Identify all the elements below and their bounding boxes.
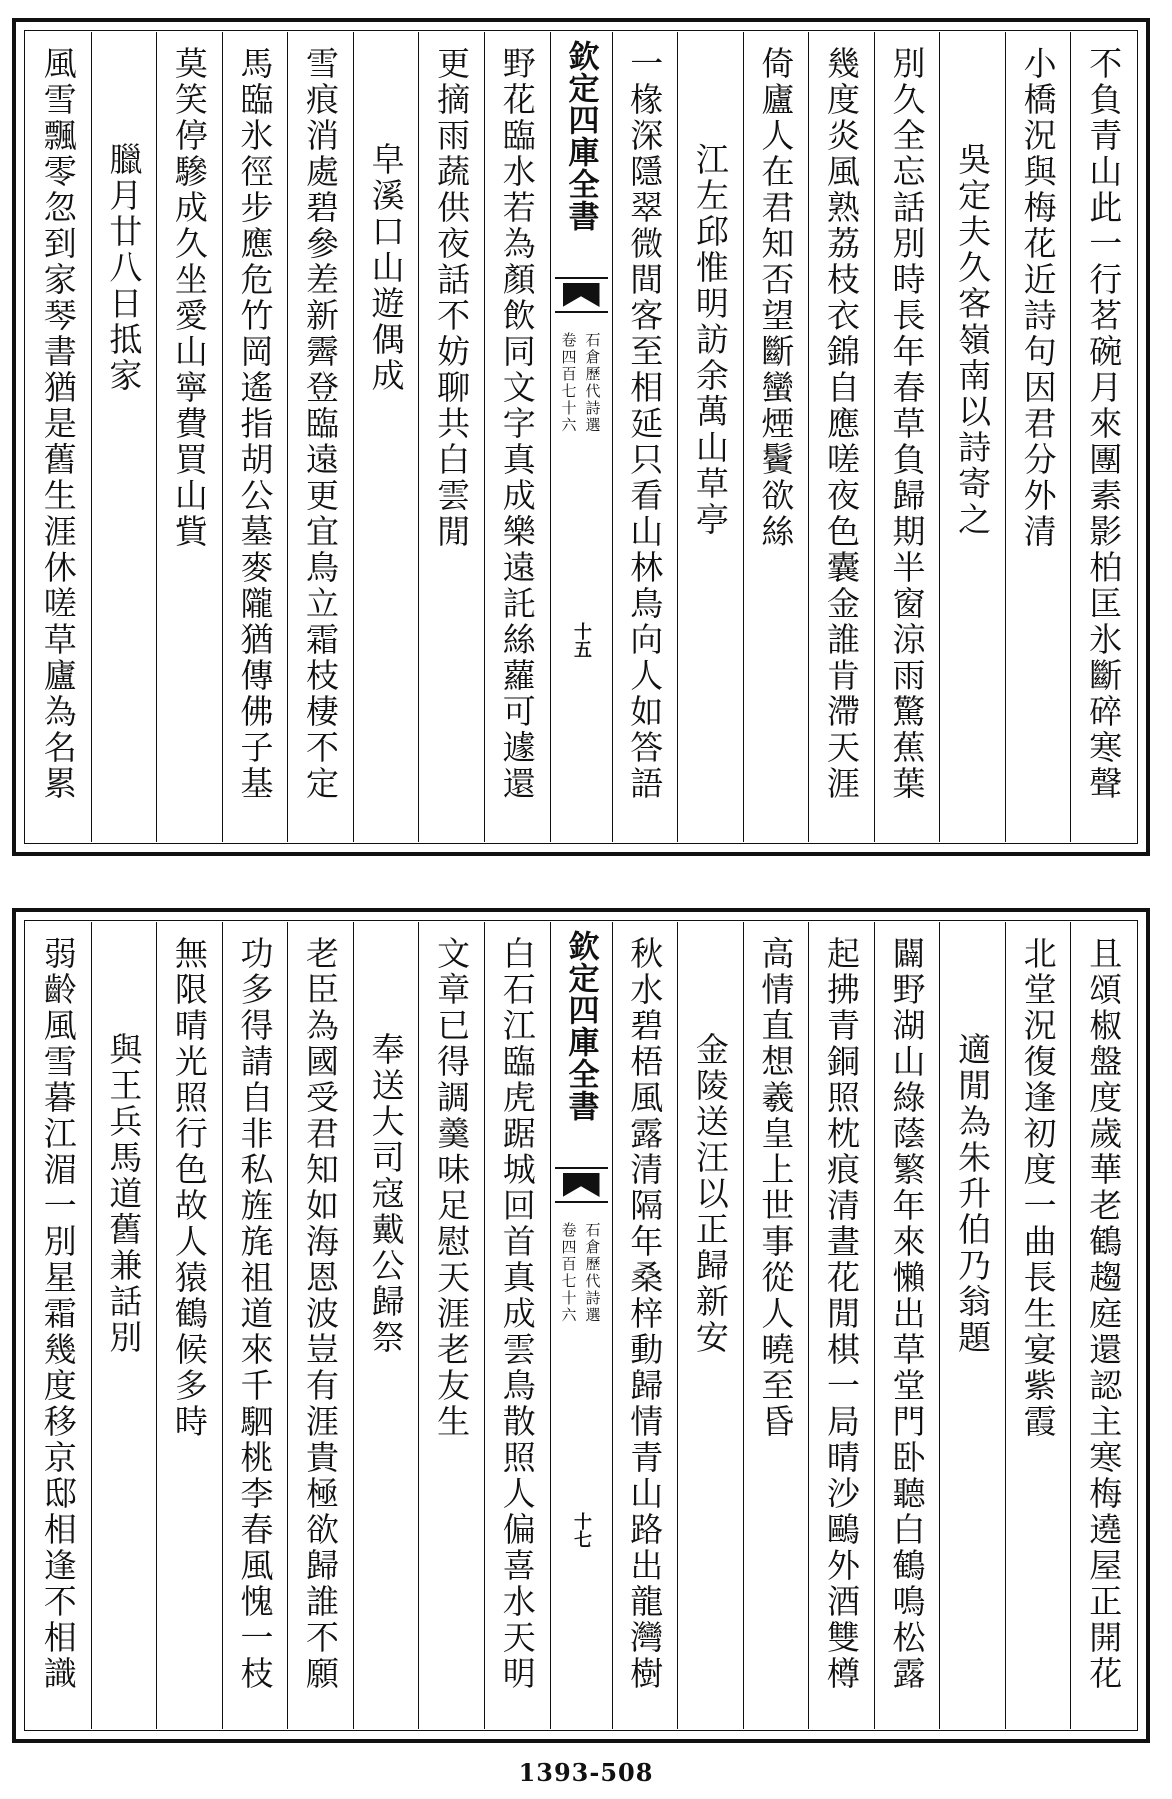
volume-number: 卷四百七十六 <box>559 1222 578 1324</box>
text-column: 無限晴光照行色故人猿鶴候多時 <box>169 936 209 1440</box>
volume-number: 卷四百七十六 <box>559 332 578 434</box>
top-page <box>12 18 1150 856</box>
fishtail-mark <box>555 277 608 313</box>
text-column: 更摘雨蔬供夜話不妨聊共白雲閒 <box>432 46 472 550</box>
text-column: 且頌椒盤度歲華老鶴趨庭還認主寒梅遶屋正開花 <box>1084 936 1124 1692</box>
poem-title: 金陵送汪以正歸新安 <box>690 1032 730 1356</box>
text-column: 雪痕消處碧參差新霽登臨遠更宜鳥立霜枝棲不定 <box>301 46 341 802</box>
text-column: 秋水碧梧風露清隔年桑梓動歸情青山路出龍灣樹 <box>625 936 665 1692</box>
folio-number: 十七 <box>571 1512 592 1548</box>
text-column: 老臣為國受君知如海恩波豈有涯貴極欲歸誰不願 <box>301 936 341 1692</box>
text-column: 野花臨水若為顏飲同文字真成樂遠託絲蘿可遽還 <box>497 46 537 802</box>
page-number-label: 1393-508 <box>518 1758 654 1787</box>
text-column: 白石江臨虎踞城回首真成雲鳥散照人偏喜水天明 <box>497 936 537 1692</box>
text-column: 文章已得調羹味足慰天涯老友生 <box>432 936 472 1440</box>
volume-info <box>559 1222 604 1324</box>
poem-title: 奉送大司寇戴公歸祭 <box>366 1032 406 1356</box>
volume-info <box>559 332 604 434</box>
text-column: 闢野湖山綠蔭繁年來懶出草堂門卧聽白鶴鳴松露 <box>887 936 927 1692</box>
poem-title: 皁溪口山遊偶成 <box>366 142 406 394</box>
text-column: 小橋況與梅花近詩句因君分外清 <box>1018 46 1058 550</box>
text-column: 弱齡風雪暮江湄一別星霜幾度移京邸相逢不相識 <box>38 936 78 1692</box>
bottom-page <box>12 908 1150 1743</box>
text-column: 不負青山此一行茗碗月來團素影柏匡氷斷碎寒聲 <box>1084 46 1124 802</box>
text-column: 莫笑停驂成久坐愛山寧費買山貲 <box>169 46 209 550</box>
text-column: 一椽深隱翠微間客至相延只看山林鳥向人如答語 <box>625 46 665 802</box>
text-column: 馬臨氷徑步應危竹岡遙指胡公墓麥隴猶傳佛子基 <box>235 46 275 802</box>
text-column: 風雪飄零忽到家琴書猶是舊生涯休嗟草廬為名累 <box>38 46 78 802</box>
top-page-columns <box>26 32 1136 842</box>
bottom-page-columns <box>26 922 1136 1729</box>
text-column: 功多得請自非私旌旄祖道來千駟桃李春風愧一枝 <box>235 936 275 1692</box>
text-column: 高情直想羲皇上世事從人曉至昏 <box>756 936 796 1440</box>
text-column: 倚廬人在君知否望斷蠻煙鬢欲絲 <box>756 46 796 550</box>
text-column: 別久全忘話別時長年春草負歸期半窗涼雨驚蕉葉 <box>887 46 927 802</box>
poem-title: 與王兵馬道舊兼話別 <box>104 1032 144 1356</box>
center-fold <box>550 922 612 1729</box>
fishtail-mark <box>555 1167 608 1203</box>
text-column: 北堂況復逢初度一曲長生宴紫霞 <box>1018 936 1058 1440</box>
collection-name: 石倉歷代詩選 <box>583 1222 602 1324</box>
book-title: 欽定四庫全書 <box>562 930 599 1122</box>
text-column: 幾度炎風熟荔枝衣錦自應嗟夜色囊金誰肯滯天涯 <box>821 46 861 802</box>
folio-number: 十五 <box>571 622 592 658</box>
poem-title: 適閒為朱升伯乃翁題 <box>953 1032 993 1356</box>
poem-title: 江左邱惟明訪余萬山草亭 <box>690 142 730 538</box>
center-fold <box>550 32 612 842</box>
poem-title: 臘月廿八日抵家 <box>104 142 144 394</box>
text-column: 起拂青銅照枕痕清晝花閒棋一局晴沙鷗外酒雙樽 <box>821 936 861 1692</box>
poem-title: 吳定夫久客嶺南以詩寄之 <box>953 142 993 538</box>
book-title: 欽定四庫全書 <box>562 40 599 232</box>
collection-name: 石倉歷代詩選 <box>583 332 602 434</box>
